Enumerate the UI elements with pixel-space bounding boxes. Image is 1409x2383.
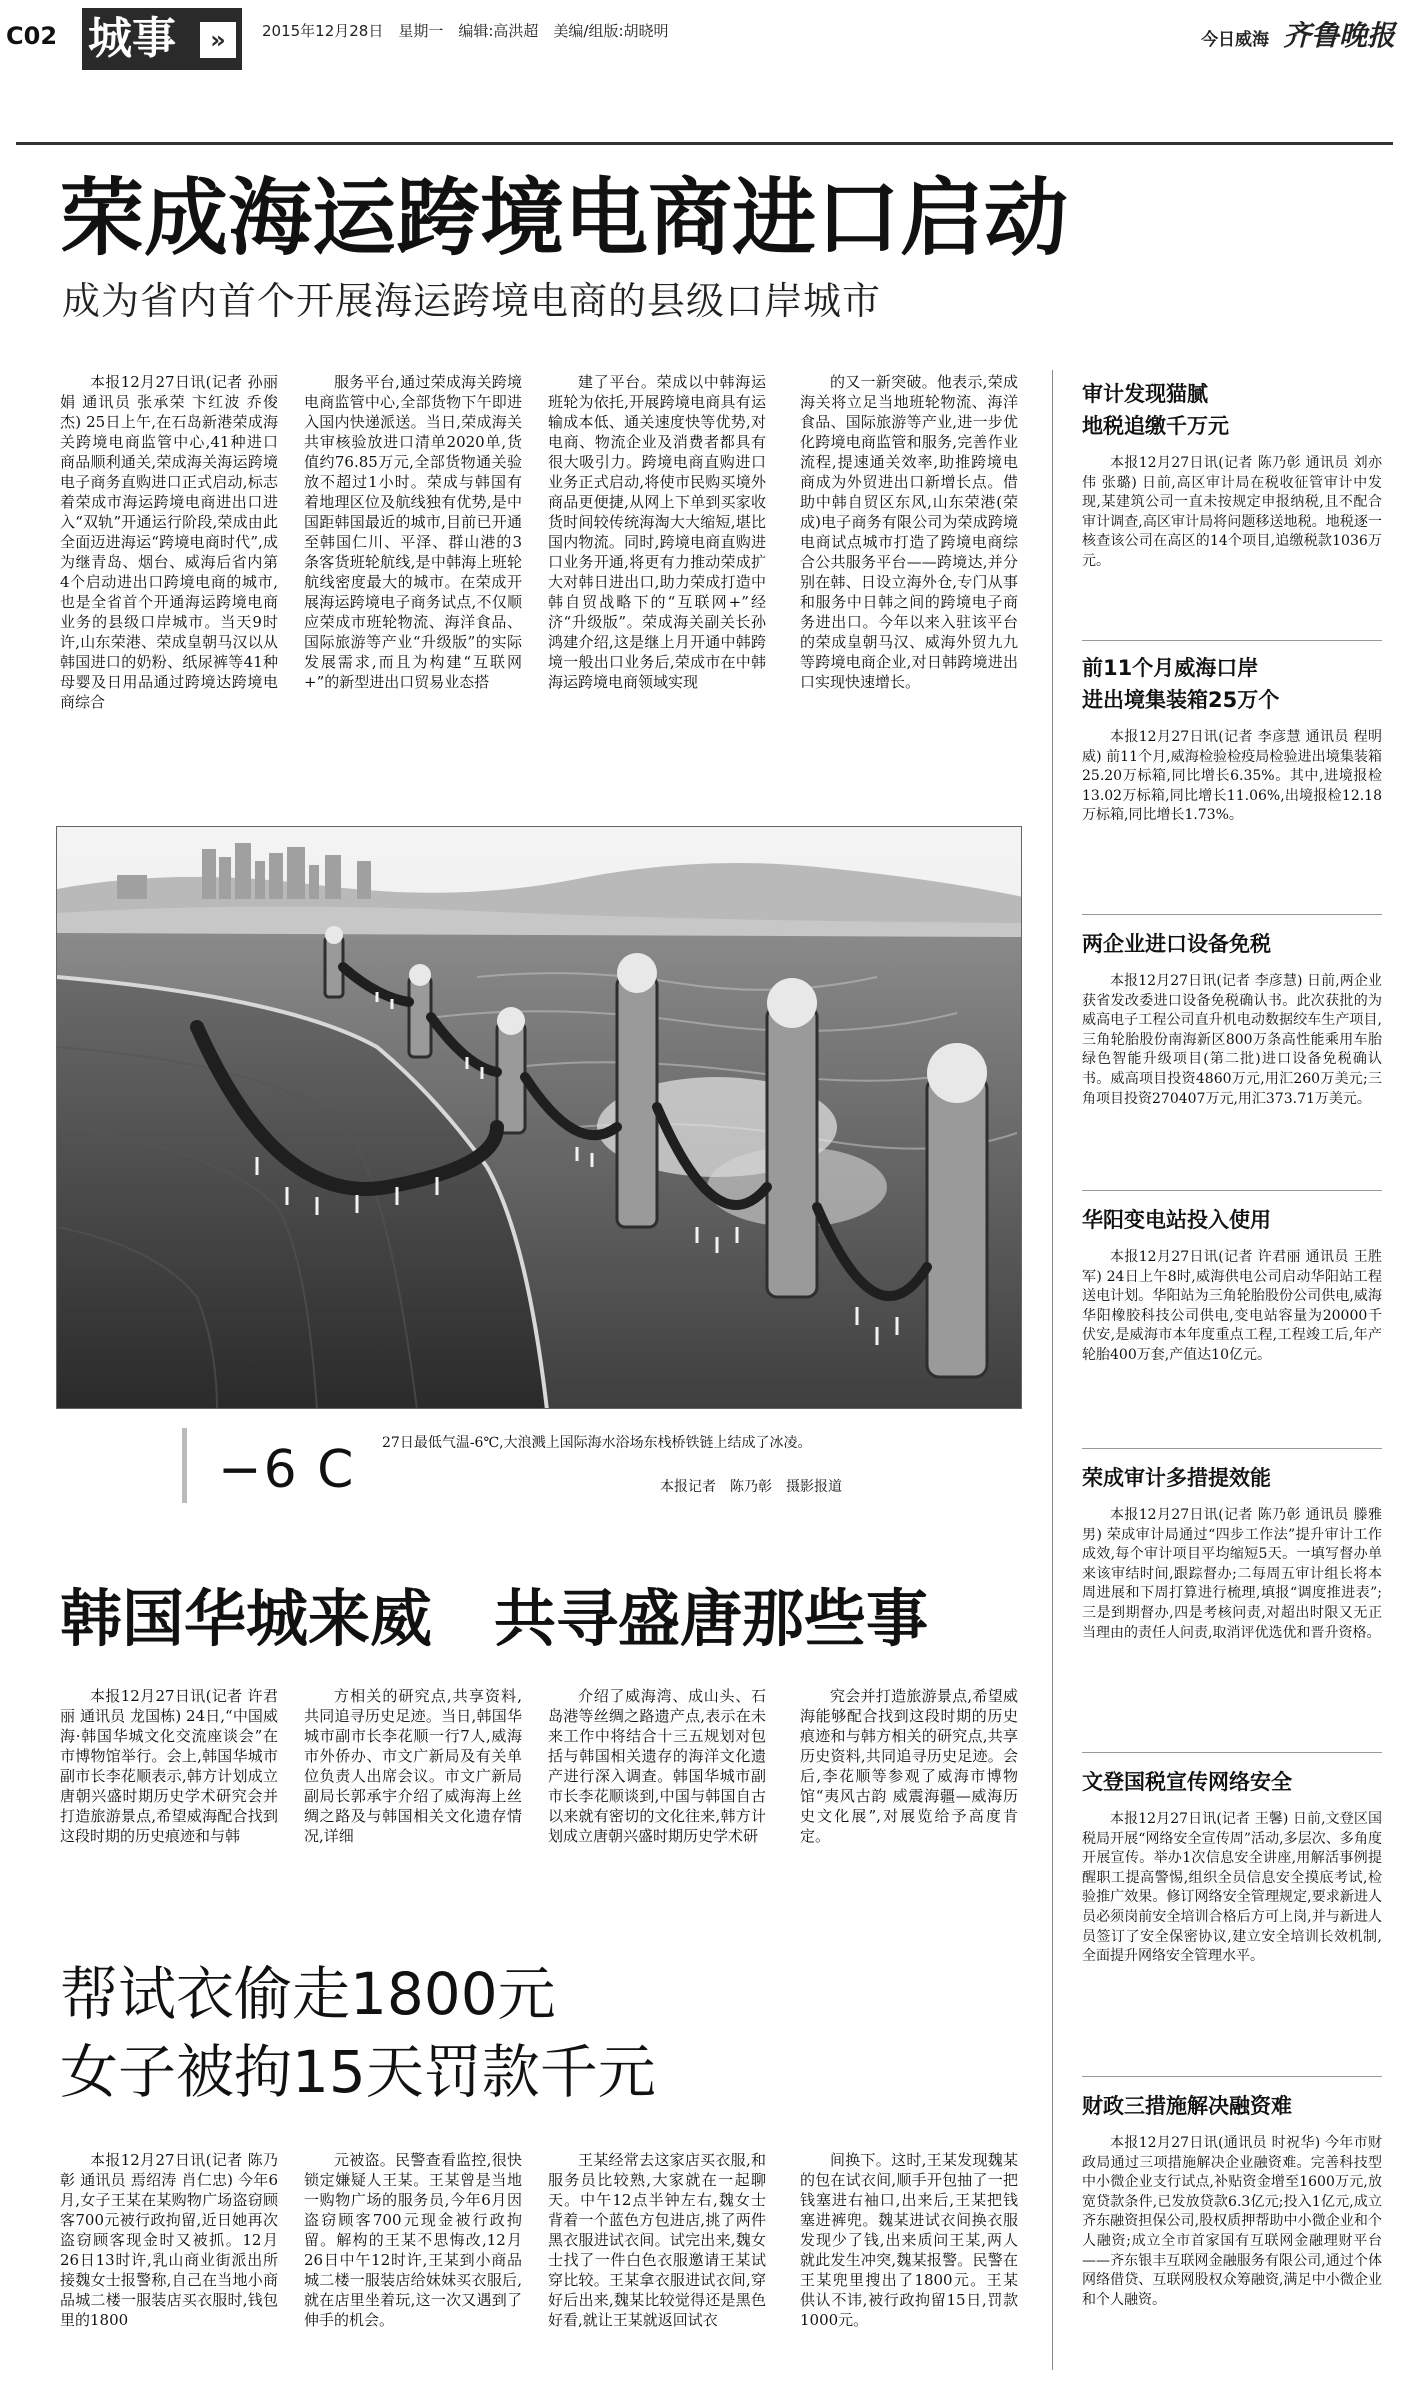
sidebar-item [1082, 2090, 1382, 2378]
double-chevron-right-icon: » [200, 22, 236, 58]
photo-credit: 本报记者 陈乃彰 摄影报道 [660, 1479, 842, 1495]
sidebar-item-title: 进出境集装箱25万个 [1082, 688, 1280, 712]
story1-column-2: 服务平台,通过荣成海关跨境电商监管中心,全部货物下午即进入国内快递派送。当日,荣成海关共审核验放进口清单2020单,货值约76.85万元,全部货物通关验放不超过1小时。荣成与韩国有着地理区位及航线独有优势,是中国距韩国最近的城市,目前已开通至韩国仁川、平泽、群山港的3条客货班轮航线,是中韩海上班轮航线密度最大的城市。在荣成开展海运跨境电子商务试点,不仅顺应荣成市班轮物流、海洋食品、国际旅游等产业“升级版”的实际发展需求,而且为构建“互联网+”的新型进出口贸易业态搭 [304, 373, 522, 691]
sidebar-item-body: 本报12月27日讯(通讯员 时祝华) 今年市财政局通过三项措施解决企业融资难。完善科技型中小微企业支行试点,补贴资金增至1600万元,放宽贷款条件,已发放贷款6.3亿元;投入1亿元,成立齐东融资担保公司,股权质押帮助中小微企业和个人融资;成立全市首家国有互联网金融理财平台——齐东银丰互联网金融服务有限公司,通过个体网络借贷、互联网股权众筹融资,满足中小微企业和个人融资。 [1082, 2135, 1382, 2308]
story1-subheadline: 成为省内首个开展海运跨境电商的县级口岸城市 [62, 279, 882, 323]
story2-headline: 韩国华城来威 共寻盛唐那些事 [60, 1582, 929, 1655]
section-title: 城事 [88, 13, 176, 64]
header-rule [16, 142, 1393, 145]
story1-column-4: 的又一新突破。他表示,荣成海关将立足当地班轮物流、海洋食品、国际旅游等产业,进一步优化跨境电商监管和服务,完善作业流程,提速通关效率,助推跨境电商成为外贸进出口新增长点。借助中韩自贸区东风,山东荣港(荣成)电子商务有限公司为荣成跨境电商试点城市打造了跨境电商综合公共服务平台——跨境达,并分别在韩、日设立海外仓,专门从事和服务中日韩之间的跨境电子商务进出口。今年以来入驻该平台的荣成皇朝马汉、威海外贸九九等跨境电商企业,对日韩跨境进出口实现快速增长。 [800, 373, 1018, 691]
sidebar-rule [1082, 914, 1382, 915]
temperature-accent-bar [182, 1428, 187, 1503]
sidebar-item [1082, 1462, 1382, 1742]
sidebar-item-title: 审计发现猫腻 [1082, 382, 1208, 406]
sidebar-rule [1082, 1752, 1382, 1753]
temperature-readout: −6 C [218, 1440, 356, 1500]
sidebar-item-body: 本报12月27日讯(记者 许君丽 通讯员 王胜军) 24日上午8时,威海供电公司启动华阳站工程送电计划。华阳站为三角轮胎股份公司供电,威海华阳橡胶科技公司供电,变电站容量为20000千伏安,是威海市本年度重点工程,工程竣工后,年产轮胎400万套,产值达10亿元。 [1082, 1249, 1382, 1363]
sidebar-item-title: 华阳变电站投入使用 [1082, 1208, 1271, 1232]
sidebar-item [1082, 378, 1382, 614]
sidebar-rule [1082, 2076, 1382, 2077]
sidebar-divider [1052, 370, 1053, 2370]
sidebar-item-body: 本报12月27日讯(记者 王馨) 日前,文登区国税局开展“网络安全宣传周”活动,多层次、多角度开展宣传。举办1次信息安全讲座,用解活事例提醒职工提高警惕,组织全员信息安全摸底考试,检验推广效果。修订网络安全管理规定,要求新进人员必须岗前安全培训合格后方可上岗,并与新进人员签订了安全保密协议,建立安全培训长效机制,全面提升网络安全管理水平。 [1082, 1811, 1382, 1965]
sidebar-item-body: 本报12月27日讯(记者 李彦慧 通讯员 程明威) 前11个月,威海检验检疫局检验进出境集装箱25.20万标箱,同比增长6.35%。其中,进境报检13.02万标箱,同比增长11.06%,出境报检12.18万标箱,同比增长1.73%。 [1082, 729, 1382, 824]
sidebar-rule [1082, 640, 1382, 641]
edition-brand [1201, 14, 1395, 54]
story1-column-1: 本报12月27日讯(记者 孙丽娟 通讯员 张承荣 卞红波 乔俊杰) 25日上午,在石岛新港荣成海关跨境电商监管中心,41种进口商品顺利通关,荣成海关海运跨境电子商务直购进口正式启动,标志着荣成市海运跨境电商进出口进入“双轨”开通运行阶段,荣成由此全面迈进海运“跨境电商时代”,成为继青岛、烟台、威海后省内第4个启动进出口跨境电商的城市,也是全省首个开通海运跨境电商业务的县级口岸城市。当天9时许,山东荣港、荣成皇朝马汉以从韩国进口的奶粉、纸尿裤等41种母婴及日用品通过跨境达跨境电商综合 [60, 373, 278, 711]
sidebar-rule [1082, 1190, 1382, 1191]
issue-meta: 2015年12月28日 星期一 编辑:高洪超 美编/组版:胡晓明 [262, 22, 669, 40]
sidebar-item-body: 本报12月27日讯(记者 李彦慧) 日前,两企业获省发改委进口设备免税确认书。此次获批的为威高电子工程公司直升机电动数据绞车生产项目,三角轮胎股份南海新区800万条高性能乘用车胎绿色智能升级项目(第二批)进口设备免税确认书。威高项目投资4860万元,用汇260万美元;三角项目投资270407万元,用汇373.71万美元。 [1082, 973, 1382, 1107]
sidebar-item-body: 本报12月27日讯(记者 陈乃彰 通讯员 滕雅男) 荣成审计局通过“四步工作法”提升审计工作成效,每个审计项目平均缩短5天。一填写督办单来该审结时间,跟踪督办;二每周五审计组长将本周进展和下周打算进行梳理,填报“调度推进表”;三是到期督办,四是考核问责,对超出时限又无正当理由的责任人问责,取消评优选优和晋升资格。 [1082, 1507, 1382, 1641]
sidebar-item-title: 前11个月威海口岸 [1082, 656, 1259, 680]
photo-caption: 27日最低气温-6℃,大浪溅上国际海水浴场东栈桥铁链上结成了冰凌。 [382, 1435, 812, 1451]
sidebar-item-title: 文登国税宣传网络安全 [1082, 1770, 1292, 1794]
sea-pier-photo [57, 827, 1022, 1409]
story2-column-4: 究会并打造旅游景点,希望威海能够配合找到这段时期的历史痕迹和与韩方相关的研究点,共享历史资料,共同追寻历史足迹。会后,李花顺等参观了威海市博物馆“夷风古韵 威震海疆—威海历史文化展”,对展览给予高度肯定。 [800, 1687, 1018, 1845]
sidebar-item [1082, 652, 1382, 888]
story2-column-2: 方相关的研究点,共享资料,共同追寻历史足迹。当日,韩国华城市副市长李花顺一行7人,威海市外侨办、市文广新局及有关单位负责人出席会议。市文广新局副局长郭承宇介绍了威海海上丝绸之路及与韩国相关文化遗存情况,详细 [304, 1687, 522, 1845]
sidebar-item-title: 荣成审计多措提效能 [1082, 1466, 1271, 1490]
masthead-logo: 齐鲁晚报 [1282, 19, 1395, 52]
story3-headline-line2: 女子被拘15天罚款千元 [60, 2038, 656, 2106]
sidebar-item-body: 本报12月27日讯(记者 陈乃彰 通讯员 刘亦伟 张璐) 日前,高区审计局在税收征管审计中发现,某建筑公司一直未按规定申报纳税,且不配合审计调查,高区审计局将问题移送地税。地税逐一核查该公司在高区的14个项目,追缴税款1036万元。 [1082, 455, 1382, 569]
news-photo [56, 826, 1022, 1409]
story2-column-3: 介绍了威海湾、成山头、石岛港等丝绸之路遗产点,表示在未来工作中将结合十三五规划对包括与韩国相关遗存的海洋文化遗产进行深入调查。韩国华城市副市长李花顺谈到,中国与韩国自古以来就有密切的文化往来,韩方计划成立唐朝兴盛时期历史学术研 [548, 1687, 766, 1845]
story3-column-2: 元被盗。民警查看监控,很快锁定嫌疑人王某。王某曾是当地一购物广场的服务员,今年6月因盗窃顾客700元现金被行政拘留。解构的王某不思悔改,12月26日中午12时许,王某到小商品城二楼一服装店给妹妹买衣服后,就在店里坐着玩,这一次又遇到了伸手的机会。 [304, 2151, 522, 2329]
sidebar-item-title: 财政三措施解决融资难 [1082, 2094, 1292, 2118]
sidebar-item [1082, 928, 1382, 1174]
page-number: C02 [6, 22, 58, 50]
story1-headline: 荣成海运跨境电商进口启动 [60, 169, 1069, 267]
sidebar-item [1082, 1204, 1382, 1430]
edition-name: 今日威海 [1201, 30, 1270, 50]
story3-headline-line1: 帮试衣偷走1800元 [60, 1960, 556, 2028]
story2-column-1: 本报12月27日讯(记者 许君丽 通讯员 龙国栋) 24日,“中国威海·韩国华城文化交流座谈会”在市博物馆举行。会上,韩国华城市副市长李花顺表示,韩方计划成立唐朝兴盛时期历史学术研究会并打造旅游景点,希望威海配合找到这段时期的历史痕迹和与韩 [60, 1687, 278, 1845]
sidebar-item [1082, 1766, 1382, 2066]
story3-column-4: 间换下。这时,王某发现魏某的包在试衣间,顺手开包抽了一把钱塞进右袖口,出来后,王某把钱塞进裤兜。魏某进试衣间换衣服发现少了钱,出来质问王某,两人就此发生冲突,魏某报警。民警在王某兜里搜出了1800元。王某供认不讳,被行政拘留15日,罚款1000元。 [800, 2151, 1018, 2329]
story3-column-1: 本报12月27日讯(记者 陈乃彰 通讯员 焉绍涛 肖仁忠) 今年6月,女子王某在某购物广场盗窃顾客700元被行政拘留,近日她再次盗窃顾客现金时又被抓。12月26日13时许,乳山商业街派出所接魏女士报警称,自己在当地小商品城二楼一服装店买衣服时,钱包里的1800 [60, 2151, 278, 2329]
sidebar-rule [1082, 1448, 1382, 1449]
story3-column-3: 王某经常去这家店买衣服,和服务员比较熟,大家就在一起聊天。中午12点半钟左右,魏女士背着一个蓝色方包进店,挑了两件黑衣服进试衣间。试完出来,魏女士找了一件白色衣服邀请王某试穿比较。王某拿衣服进试衣间,穿好后出来,魏某比较觉得还是黑色好看,就让王某就返回试衣 [548, 2151, 766, 2329]
section-banner [82, 8, 242, 70]
story1-column-3: 建了平台。荣成以中韩海运班轮为依托,开展跨境电商具有运输成本低、通关速度快等优势,对电商、物流企业及消费者都具有很大吸引力。跨境电商直购进口业务正式启动,将使市民购买境外商品更便捷,从网上下单到买家收货时间较传统海淘大大缩短,堪比国内物流。同时,跨境电商直购进口业务开通,将更有力推动荣成扩大对韩日进出口,助力荣成打造中韩自贸战略下的“互联网+”经济“升级版”。荣成海关副关长孙鸿建介绍,这是继上月开通中韩跨境一般出口业务后,荣成市在中韩海运跨境电商领域实现 [548, 373, 766, 691]
sidebar-item-title: 地税追缴千万元 [1082, 414, 1229, 438]
sidebar-item-title: 两企业进口设备免税 [1082, 932, 1271, 956]
